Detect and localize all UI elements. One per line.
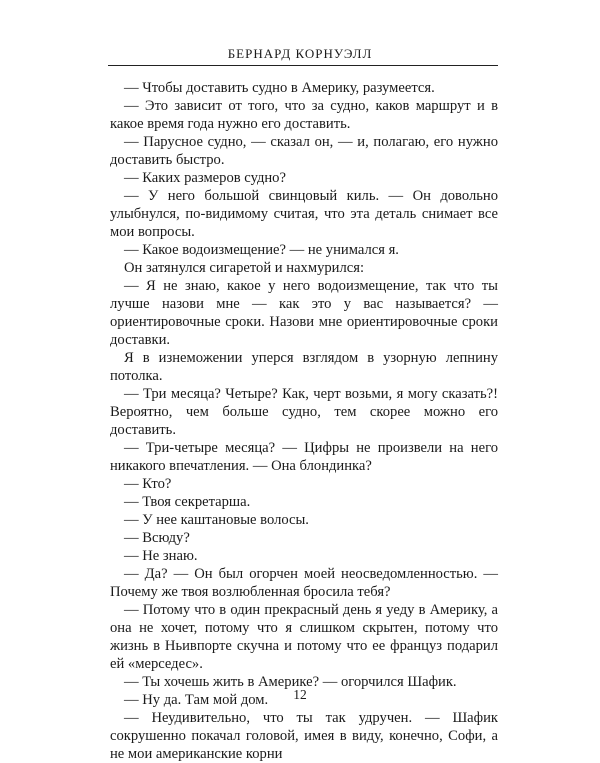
paragraph: — Три-четыре месяца? — Цифры не произвели на него никакого впечатления. — Она блондинка? <box>110 440 498 474</box>
paragraph: Он затянулся сигаретой и нахмурился: <box>124 260 365 276</box>
paragraph: — Чтобы доставить судно в Америку, разумеется. <box>124 80 435 96</box>
paragraph: — Неудивительно, что ты так удручен. — Шафик сокрушенно покачал головой, имея в виду, конечно, Софи, а не мои американские корни <box>110 710 498 762</box>
body-text <box>110 79 498 763</box>
header-rule <box>108 65 498 66</box>
paragraph: Я в изнеможении уперся взглядом в узорную лепнину потолка. <box>110 350 498 384</box>
paragraph: — Каких размеров судно? <box>124 170 286 186</box>
running-head-author: БЕРНАРД КОРНУЭЛЛ <box>227 46 373 61</box>
paragraph: — Твоя секретарша. <box>124 494 251 510</box>
paragraph: — Потому что в один прекрасный день я уеду в Америку, а она не хочет, потому что я слишком скрытен, потому что жизнь в Ньивпорте скучна и потому что ее француз подарил ей «мерседес». <box>110 602 498 672</box>
paragraph: — У нее каштановые волосы. <box>124 512 309 528</box>
paragraph: — Я не знаю, какое у него водоизмещение, так что ты лучше назови мне — как это у вас называется? — ориентировочные сроки. Назови мне ориентировочные сроки доставки. <box>110 278 498 348</box>
paragraph: — Какое водоизмещение? — не унимался я. <box>124 242 399 258</box>
paragraph: — Да? — Он был огорчен моей неосведомленностью. — Почему же твоя возлюбленная бросила тебя? <box>110 566 498 600</box>
paragraph: — Не знаю. <box>124 548 198 564</box>
paragraph: — Кто? <box>124 476 172 492</box>
paragraph: — Парусное судно, — сказал он, — и, полагаю, его нужно доставить быстро. <box>110 134 498 168</box>
paragraph: — Три месяца? Четыре? Как, черт возьми, я могу сказать?! Вероятно, чем больше судно, тем скорее можно его доставить. <box>110 386 498 438</box>
paragraph: — Всюду? <box>124 530 190 546</box>
paragraph: — У него большой свинцовый киль. — Он довольно улыбнулся, по-видимому считая, что эта деталь снимает все мои вопросы. <box>110 188 498 240</box>
paragraph: — Это зависит от того, что за судно, каков маршрут и в какое время года нужно его доставить. <box>110 98 498 132</box>
paragraph: — Ну да. Там мой дом. <box>124 692 269 708</box>
page-number: 12 <box>293 687 307 702</box>
paragraph: — Ты хочешь жить в Америке? — огорчился Шафик. <box>124 674 457 690</box>
